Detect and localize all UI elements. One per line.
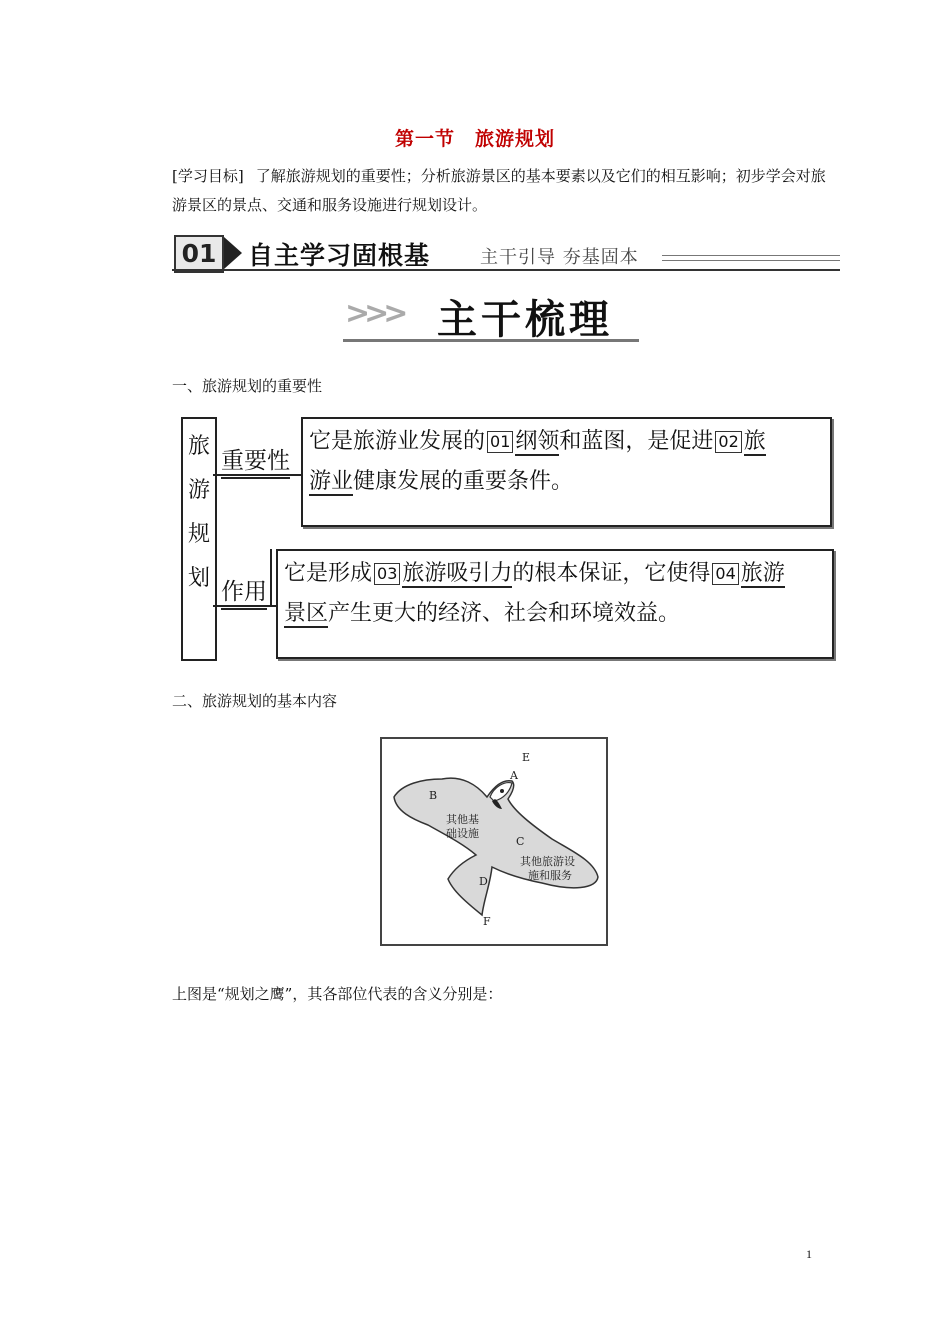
label-other-infra-2: 础设施 [446, 827, 479, 840]
role-label: 作用 [221, 573, 267, 610]
chevron-icon: >>> [345, 296, 403, 331]
section-heading-2: 二、旅游规划的基本内容 [172, 692, 338, 710]
page-number: 1 [806, 1247, 812, 1261]
banner-number: 01 [174, 235, 224, 273]
label-b: B [429, 789, 438, 802]
root-char: 游 [187, 478, 210, 503]
banner-rule [662, 255, 840, 256]
banner-subtitle: 主干引导 夯基固本 [480, 247, 639, 268]
blank-number: 02 [715, 431, 741, 453]
page-title: 第一节 旅游规划 [394, 128, 555, 150]
planning-eagle-figure [380, 737, 608, 946]
importance-label: 重要性 [221, 442, 290, 479]
connector-line [270, 549, 272, 605]
label-f: F [483, 915, 491, 928]
answer: 旅游 [740, 561, 785, 586]
sub-banner-underline [343, 339, 639, 342]
section-banner [172, 233, 840, 273]
label-d: D [479, 875, 488, 888]
root-char: 划 [187, 566, 210, 591]
role-text: 产生更大的经济、社会和环境效益。 [328, 601, 681, 626]
learning-goal [172, 162, 832, 220]
importance-box [301, 417, 832, 527]
banner-title: 自主学习固根基 [248, 241, 431, 270]
sub-banner-title: 主干梳理 [437, 297, 613, 343]
label-a: A [510, 769, 518, 782]
answer: 旅游吸引力 [402, 561, 513, 586]
section-heading-1: 一、旅游规划的重要性 [172, 377, 323, 395]
blank-number: 01 [487, 431, 513, 453]
answer: 纲领 [515, 429, 560, 454]
importance-text: 健康发展的重要条件。 [353, 469, 574, 494]
role-box [276, 549, 834, 659]
label-other-services-1: 其他旅游设 [520, 855, 575, 868]
role-text: 的根本保证，它使得 [512, 561, 711, 586]
eagle-drawing [382, 739, 606, 944]
banner-rule [662, 260, 840, 261]
eagle-eye [500, 789, 504, 793]
figure-caption: 上图是“规划之鹰”，其各部位代表的含义分别是： [172, 985, 503, 1003]
label-other-infra-1: 其他基 [446, 813, 479, 826]
label-c: C [516, 835, 525, 848]
answer: 景区 [284, 601, 329, 626]
banner-underline [172, 269, 840, 271]
root-char: 规 [187, 522, 210, 547]
answer: 游业 [309, 469, 354, 494]
blank-number: 03 [374, 563, 400, 585]
role-text: 它是形成 [284, 561, 373, 586]
connector-line [213, 474, 301, 476]
diagram-root-box [181, 417, 217, 661]
blank-number: 04 [712, 563, 738, 585]
label-e: E [522, 751, 531, 764]
importance-text: 它是旅游业发展的 [309, 429, 486, 454]
root-char: 旅 [187, 434, 210, 459]
goal-text: 了解旅游规划的重要性；分析旅游景区的基本要素以及它们的相互影响；初步学会对旅游景区的景点、交通和服务设施进行规划设计。 [172, 167, 826, 214]
importance-text: 和蓝图，是促进 [559, 429, 714, 454]
label-other-services-2: 施和服务 [528, 869, 572, 882]
sub-banner [343, 288, 639, 342]
banner-arrow-icon [224, 237, 242, 269]
connector-line [213, 605, 276, 607]
answer: 旅 [743, 429, 766, 454]
goal-tag: [学习目标] [172, 167, 244, 185]
